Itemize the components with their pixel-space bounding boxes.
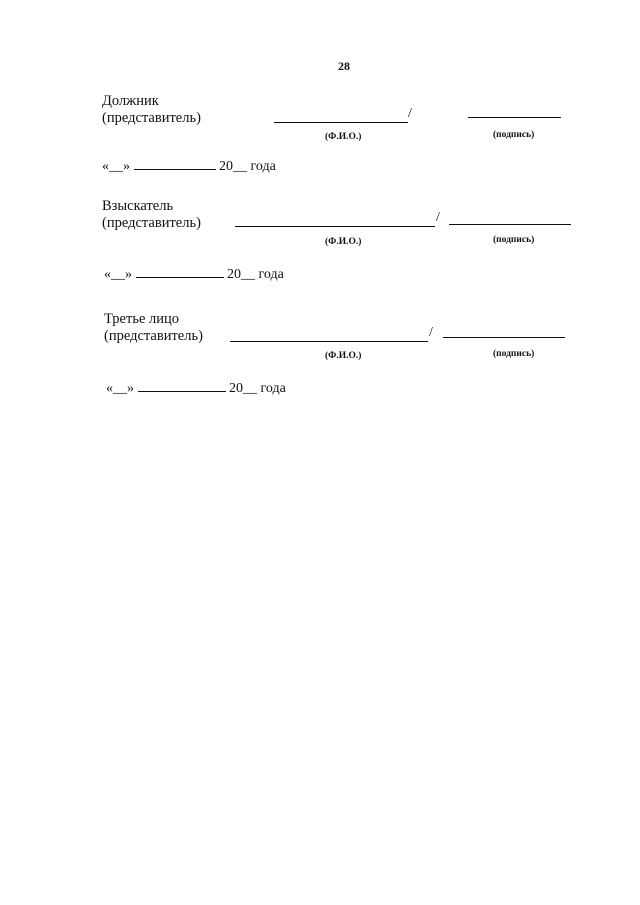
- signature-line: [449, 224, 571, 225]
- date-year: 20__ года: [219, 159, 276, 174]
- date-day: «__»: [106, 381, 134, 396]
- signature-caption: (подпись): [493, 235, 535, 245]
- party-role-name: Взыскатель: [102, 198, 174, 214]
- signature-caption: (подпись): [493, 130, 535, 140]
- party-role-name: Должник: [102, 93, 159, 109]
- fio-caption: (Ф.И.О.): [325, 351, 362, 361]
- party-role-name: Третье лицо: [104, 311, 180, 327]
- signature-block-debtor: [0, 90, 640, 200]
- separator-slash: /: [436, 210, 440, 225]
- fio-line: [235, 226, 435, 227]
- separator-slash: /: [429, 325, 433, 340]
- fio-caption: (Ф.И.О.): [325, 237, 362, 247]
- date-year: 20__ года: [229, 381, 286, 396]
- party-role: [102, 198, 201, 232]
- date-month-blank: [134, 157, 216, 170]
- date-year: 20__ года: [227, 267, 284, 282]
- fio-caption: (Ф.И.О.): [325, 132, 362, 142]
- date-month-blank: [138, 379, 226, 392]
- date-day: «__»: [102, 159, 130, 174]
- party-role-representative: (представитель): [102, 215, 201, 231]
- date-line: [104, 265, 284, 283]
- page-number: 28: [338, 59, 350, 73]
- separator-slash: /: [408, 106, 412, 121]
- fio-line: [274, 122, 408, 123]
- party-role-representative: (представитель): [104, 328, 203, 344]
- signature-caption: (подпись): [493, 349, 535, 359]
- date-line: [102, 157, 276, 175]
- signature-line: [443, 337, 565, 338]
- party-role: [102, 93, 201, 127]
- date-day: «__»: [104, 267, 132, 282]
- party-role: [104, 311, 203, 345]
- party-role-representative: (представитель): [102, 110, 201, 126]
- date-line: [106, 379, 286, 397]
- signature-block-claimant: [0, 196, 640, 306]
- signature-line: [468, 117, 561, 118]
- signature-block-third-party: [0, 309, 640, 419]
- date-month-blank: [136, 265, 224, 278]
- fio-line: [230, 341, 428, 342]
